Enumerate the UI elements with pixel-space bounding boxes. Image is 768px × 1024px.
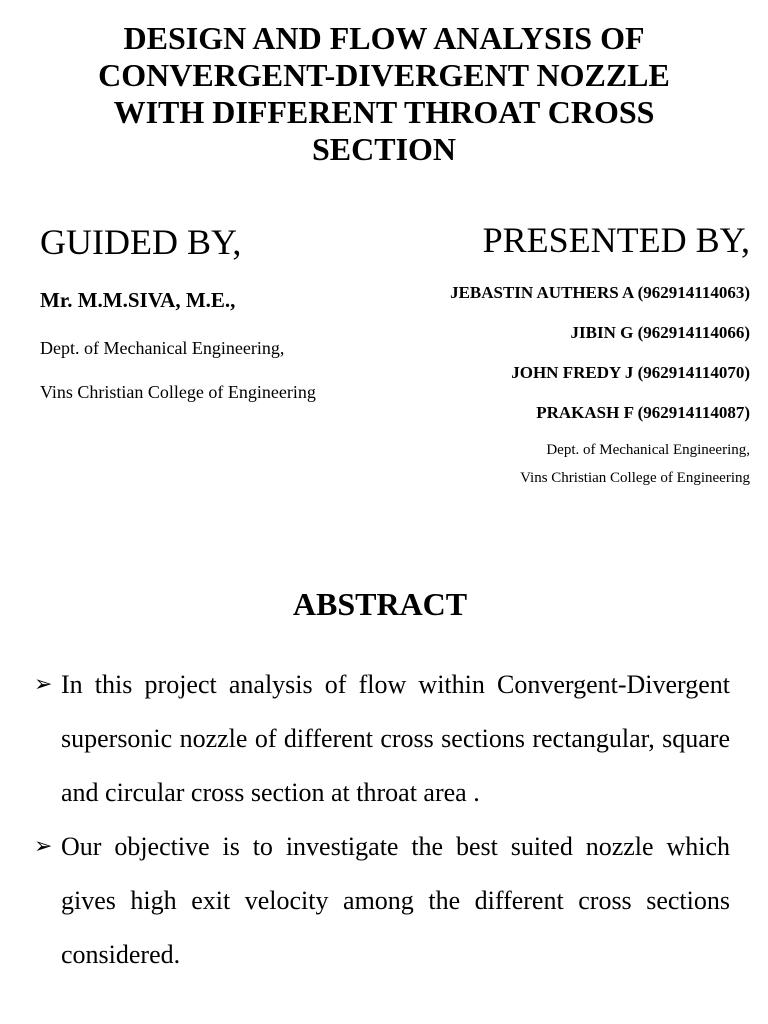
- presenter-college: Vins Christian College of Engineering: [520, 470, 750, 486]
- document-title: [40, 20, 728, 168]
- presenter-item: JOHN FREDY J (962914114070): [511, 363, 750, 382]
- presenter-department: Dept. of Mechanical Engineering,: [546, 442, 750, 458]
- presenter-item: JIBIN G (962914114066): [570, 323, 750, 342]
- abstract-bullet-item: [34, 658, 730, 820]
- presenter-list: [330, 283, 750, 443]
- presenter-item: JEBASTIN AUTHERS A (962914114063): [450, 283, 750, 302]
- title-line-2: CONVERGENT-DIVERGENT NOZZLE: [98, 57, 670, 93]
- abstract-bullet-item: [34, 820, 730, 982]
- guide-department: Dept. of Mechanical Engineering,: [40, 338, 285, 358]
- abstract-bullet-text: In this project analysis of flow within Convergent-Divergent supersonic nozzle of different cross sections rectangular, square and circular cross section at throat area .: [61, 670, 730, 807]
- arrow-bullet-icon: ➢: [34, 834, 53, 859]
- abstract-bullet-list: [34, 658, 730, 982]
- presented-by-heading: PRESENTED BY,: [482, 220, 750, 260]
- title-line-1: DESIGN AND FLOW ANALYSIS OF: [123, 20, 645, 56]
- abstract-bullet-text: Our objective is to investigate the best suited nozzle which gives high exit velocity among the different cross sections considered.: [61, 832, 730, 969]
- guide-name: Mr. M.M.SIVA, M.E.,: [40, 288, 236, 312]
- title-line-3: WITH DIFFERENT THROAT CROSS: [113, 94, 655, 130]
- presenter-item: PRAKASH F (962914114087): [536, 403, 750, 422]
- title-line-4: SECTION: [311, 131, 457, 167]
- guide-college: Vins Christian College of Engineering: [40, 382, 316, 402]
- guided-by-heading: GUIDED BY,: [40, 222, 242, 262]
- abstract-heading: ABSTRACT: [292, 586, 468, 622]
- arrow-bullet-icon: ➢: [34, 672, 53, 697]
